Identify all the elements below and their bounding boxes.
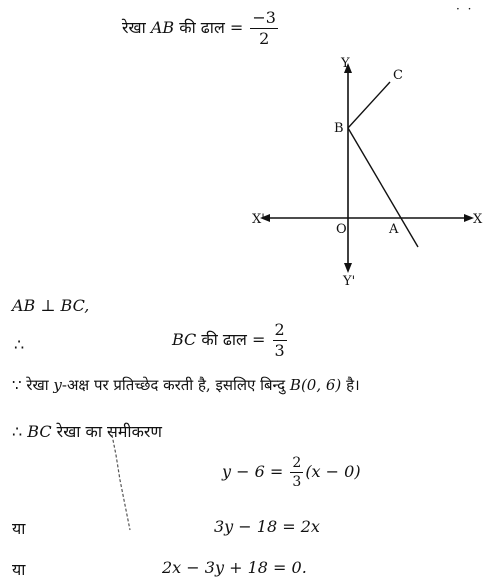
intercept-text-1: रेखा [26, 376, 49, 394]
bc-slope-fraction [273, 322, 287, 359]
equation-heading-text: रेखा का समीकरण [56, 422, 162, 441]
bc-slope-denominator: 3 [274, 341, 285, 360]
bc-slope-text: की ढाल = [201, 330, 266, 349]
ya-label-2: या [12, 560, 26, 579]
coordinate-figure [240, 55, 485, 290]
label-x-prime: X' [252, 212, 265, 227]
equation-3: 2x − 3y + 18 = 0. [162, 558, 307, 577]
intercept-statement [12, 375, 360, 395]
eq1-denominator: 3 [292, 474, 302, 490]
intercept-text-2: -अक्ष पर प्रतिच्छेद करती है, इसलिए बिन्दु [61, 376, 286, 394]
ya-label-1: या [12, 519, 26, 538]
intercept-text-3: है। [346, 376, 360, 394]
rekha-text: रेखा [122, 18, 146, 37]
label-y: Y [341, 56, 350, 71]
eq1-rhs: (x − 0) [305, 462, 361, 481]
ab-label: AB [150, 18, 175, 37]
label-a: A [389, 222, 399, 237]
label-y-prime: Y' [343, 274, 356, 289]
bc-slope-line [172, 322, 289, 359]
bc-label: BC [172, 330, 197, 349]
ab-slope-numerator: −3 [252, 8, 276, 27]
because-symbol: ∵ [12, 376, 22, 394]
y-var: y [53, 376, 62, 394]
eq1-lhs: y − 6 = [222, 462, 284, 481]
ab-slope-line [122, 10, 280, 47]
ab-slope-denominator: 2 [259, 29, 270, 48]
label-b: B [334, 121, 344, 136]
perpendicular-statement: AB ⊥ BC, [12, 296, 90, 315]
equation-1 [222, 456, 361, 489]
line-bc [348, 82, 390, 128]
label-c: C [393, 68, 403, 83]
line-ab [348, 128, 418, 247]
ab-slope-fraction [250, 10, 278, 47]
bc-equation-heading [12, 420, 162, 442]
point-b: B(0, 6) [289, 376, 342, 394]
eq1-numerator: 2 [292, 455, 302, 471]
label-o: O [336, 222, 347, 237]
therefore-symbol-1: ∴ [14, 335, 25, 354]
slope-text: की ढाल = [179, 18, 244, 37]
stray-mark [108, 425, 138, 535]
label-x: X [473, 212, 483, 227]
y-axis-arrow-down [344, 263, 352, 273]
equation-2: 3y − 18 = 2x [214, 517, 320, 536]
bc-label-2: BC [27, 422, 52, 441]
eq1-fraction [290, 456, 303, 489]
bc-slope-numerator: 2 [274, 320, 285, 339]
therefore-symbol-2: ∴ [12, 422, 23, 441]
corner-dots: · · [456, 2, 474, 16]
